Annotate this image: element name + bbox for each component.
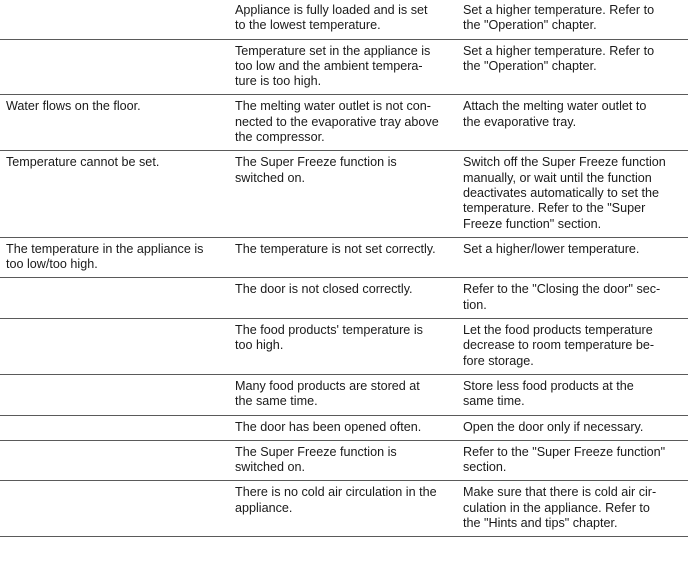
table-row: [0, 319, 688, 375]
cause-cell: The melting water outlet is not con- nected to the evaporative tray above the compressor.: [229, 95, 457, 151]
problem-cell: [0, 440, 229, 481]
cause-cell: The Super Freeze function is switched on.: [229, 440, 457, 481]
problem-cell: The temperature in the appliance is too low/too high.: [0, 237, 229, 278]
problem-cell: [0, 39, 229, 95]
solution-cell: Make sure that there is cold air cir- culation in the appliance. Refer to the "Hints and tips" chapter.: [457, 481, 688, 537]
cause-cell: Temperature set in the appliance is too low and the ambient tempera- ture is too high.: [229, 39, 457, 95]
table-row: [0, 151, 688, 237]
table-row: [0, 278, 688, 319]
problem-cell: [0, 319, 229, 375]
solution-cell: Store less food products at the same time.: [457, 374, 688, 415]
cause-cell: Many food products are stored at the same time.: [229, 374, 457, 415]
solution-cell: Attach the melting water outlet to the evaporative tray.: [457, 95, 688, 151]
table-row: [0, 481, 688, 537]
problem-cell: [0, 415, 229, 440]
cause-cell: Appliance is fully loaded and is set to the lowest temperature.: [229, 0, 457, 39]
cause-cell: There is no cold air circulation in the appliance.: [229, 481, 457, 537]
cause-cell: The door is not closed correctly.: [229, 278, 457, 319]
problem-cell: Water flows on the floor.: [0, 95, 229, 151]
problem-cell: [0, 374, 229, 415]
table-row: [0, 95, 688, 151]
problem-cell: [0, 278, 229, 319]
solution-cell: Refer to the "Closing the door" sec- tion.: [457, 278, 688, 319]
solution-cell: Set a higher temperature. Refer to the "Operation" chapter.: [457, 39, 688, 95]
solution-cell: Set a higher/lower temperature.: [457, 237, 688, 278]
cause-cell: The food products' temperature is too high.: [229, 319, 457, 375]
table-row: [0, 415, 688, 440]
table-row: [0, 0, 688, 39]
problem-cell: [0, 481, 229, 537]
table-row: [0, 374, 688, 415]
problem-cell: Temperature cannot be set.: [0, 151, 229, 237]
cause-cell: The temperature is not set correctly.: [229, 237, 457, 278]
solution-cell: Set a higher temperature. Refer to the "Operation" chapter.: [457, 0, 688, 39]
solution-cell: Refer to the "Super Freeze function" section.: [457, 440, 688, 481]
cause-cell: The Super Freeze function is switched on.: [229, 151, 457, 237]
table-row: [0, 237, 688, 278]
table-row: [0, 440, 688, 481]
solution-cell: Open the door only if necessary.: [457, 415, 688, 440]
problem-cell: [0, 0, 229, 39]
solution-cell: Switch off the Super Freeze function manually, or wait until the function deactivates automatically to set the temperature. Refer to the "Super Freeze function" section.: [457, 151, 688, 237]
table-row: [0, 39, 688, 95]
cause-cell: The door has been opened often.: [229, 415, 457, 440]
solution-cell: Let the food products temperature decrease to room temperature be- fore storage.: [457, 319, 688, 375]
